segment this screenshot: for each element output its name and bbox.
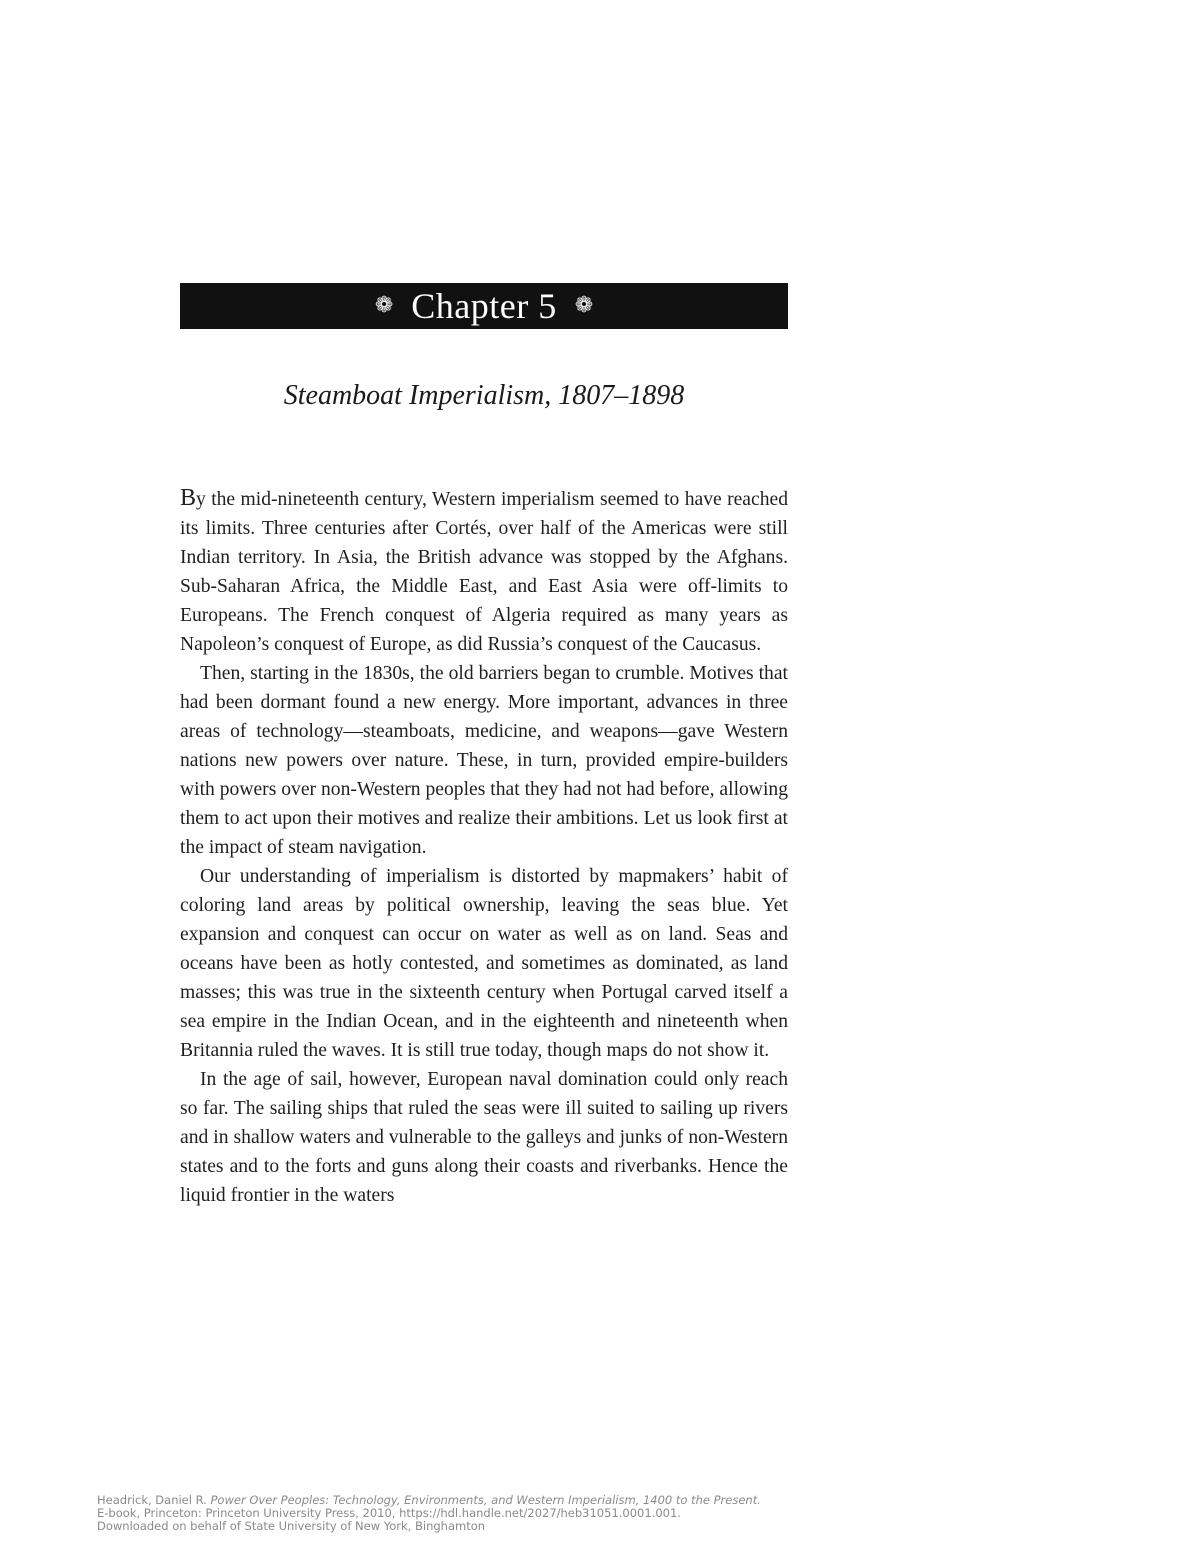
citation-publisher-line: E-book, Princeton: Princeton University Press, 2010, https://hdl.handle.net/2027/heb31051.0001.001. xyxy=(97,1506,681,1520)
flower-ornament-icon: ❁ xyxy=(374,293,394,318)
paragraph: In the age of sail, however, European naval domination could only reach so far. The sailing ships that ruled the seas were ill suited to sailing up rivers and in shallow waters and vulnerable to the galleys and junks of non-Western states and to the forts and guns along their coasts and riverbanks. Hence the liquid frontier in the waters xyxy=(180,1069,788,1206)
paragraph-text: y the mid-nineteenth century, Western imperialism seemed to have reached its limits. Three centuries after Cortés, over half of the Americas were still Indian territory. In Asia, the British advance was stopped by the Afghans. Sub-Saharan Africa, the Middle East, and East Asia were off-limits to Europeans. The French conquest of Algeria required as many years as Napoleon’s conquest of Europe, as did Russia’s conquest of the Caucasus. xyxy=(180,489,788,655)
citation-book-title: Power Over Peoples: Technology, Environments, and Western Imperialism, 1400 to the Present. xyxy=(210,1493,761,1507)
citation-author: Headrick, Daniel R. xyxy=(97,1493,211,1507)
chapter-body xyxy=(180,484,788,1210)
chapter-title: Chapter 5 xyxy=(411,286,557,326)
citation-download-line: Downloaded on behalf of State University of New York, Binghamton xyxy=(97,1519,486,1533)
paragraph xyxy=(180,484,788,659)
flower-ornament-icon: ❁ xyxy=(574,293,594,318)
chapter-subtitle: Steamboat Imperialism, 1807–1898 xyxy=(283,380,685,411)
citation-footer xyxy=(97,1494,761,1533)
paragraph: Then, starting in the 1830s, the old barriers began to crumble. Motives that had been dormant found a new energy. More important, advances in three areas of technology—steamboats, medicine, and weapons—gave Western nations new powers over nature. These, in turn, provided empire-builders with powers over non-Western peoples that they had not had before, allowing them to act upon their motives and realize their ambitions. Let us look first at the impact of steam navigation. xyxy=(180,663,788,858)
initial-letter: B xyxy=(180,485,197,511)
paragraph: Our understanding of imperialism is distorted by mapmakers’ habit of coloring land areas by political ownership, leaving the seas blue. Yet expansion and conquest can occur on water as well as on land. Seas and oceans have been as hotly contested, and sometimes as dominated, as land masses; this was true in the sixteenth century when Portugal carved itself a sea empire in the Indian Ocean, and in the eighteenth and nineteenth when Britannia ruled the waves. It is still true today, though maps do not show it. xyxy=(180,866,788,1061)
chapter-banner xyxy=(180,283,788,329)
